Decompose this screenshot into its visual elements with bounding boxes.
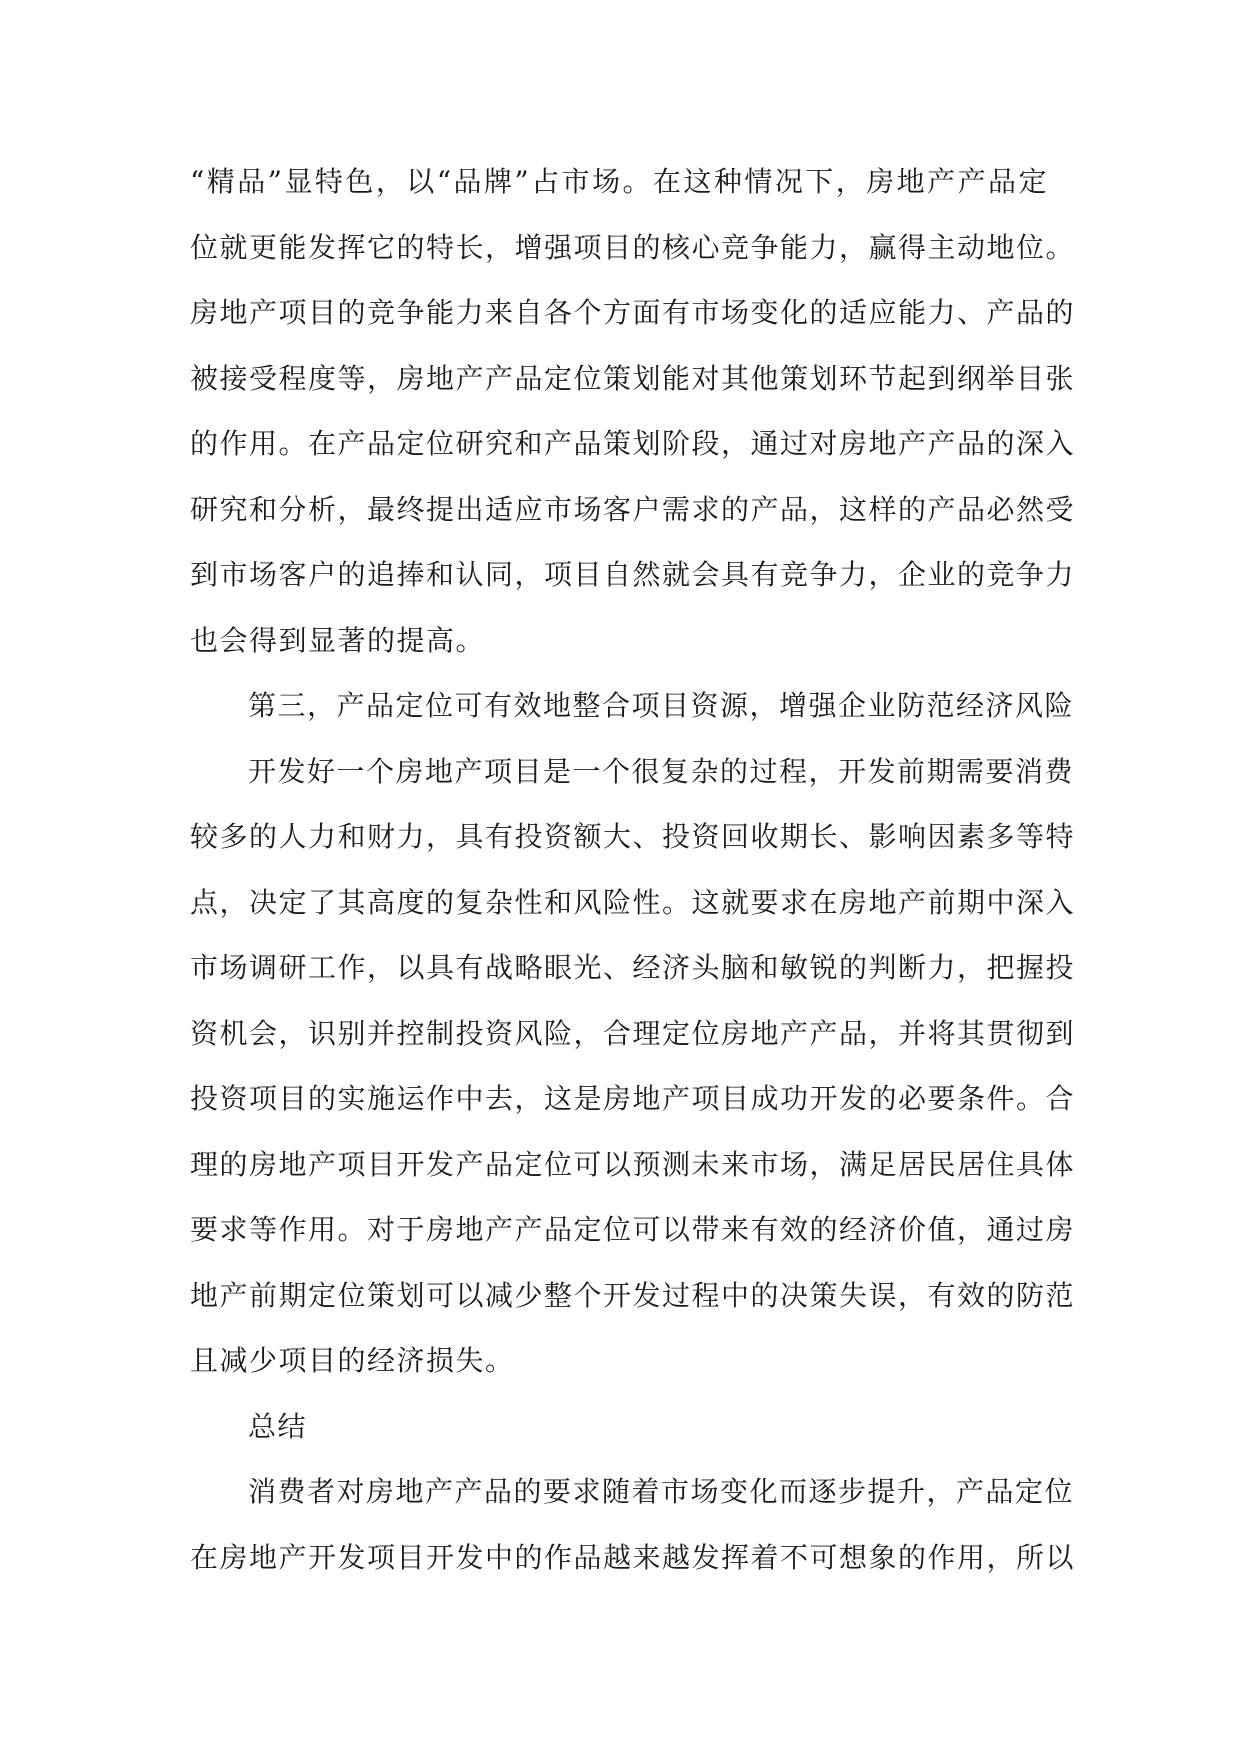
text-line: 理的房地产项目开发产品定位可以预测未来市场，满足居民居住具体: [190, 1147, 1076, 1181]
text-line: 总结: [248, 1409, 308, 1443]
text-line: 市场调研工作，以具有战略眼光、经济头脑和敏锐的判断力，把握投: [190, 951, 1076, 984]
text-line: 投资项目的实施运作中去，这是房地产项目成功开发的必要条件。合: [190, 1082, 1076, 1115]
text-line: “精品”显特色，以“品牌”占市场。在这种情况下，房地产产品定: [190, 165, 1048, 198]
text-line: 地产前期定位策划可以减少整个开发过程中的决策失误，有效的防范: [190, 1278, 1076, 1312]
text-line: 到市场客户的追捧和认同，项目自然就会具有竞争力，企业的竞争力: [190, 558, 1076, 591]
text-line: 在房地产开发项目开发中的作品越来越发挥着不可想象的作用，所以: [190, 1540, 1076, 1574]
text-line: 资机会，识别并控制投资风险，合理定位房地产产品，并将其贯彻到: [190, 1016, 1076, 1050]
text-line: 位就更能发挥它的特长，增强项目的核心竞争能力，赢得主动地位。: [190, 230, 1076, 264]
text-line: 点，决定了其高度的复杂性和风险性。这就要求在房地产前期中深入: [190, 885, 1076, 919]
document-body: [190, 158, 1076, 1599]
text-line: 要求等作用。对于房地产产品定位可以带来有效的经济价值，通过房: [190, 1213, 1076, 1246]
text-line: 较多的人力和财力，具有投资额大、投资回收期长、影响因素多等特: [190, 820, 1076, 853]
text-line: 也会得到显著的提高。: [190, 623, 486, 657]
text-line: 且减少项目的经济损失。: [190, 1344, 515, 1377]
text-line: 研究和分析，最终提出适应市场客户需求的产品，这样的产品必然受: [190, 492, 1076, 526]
text-line: 开发好一个房地产项目是一个很复杂的过程，开发前期需要消费: [248, 754, 1075, 788]
text-line: 房地产项目的竞争能力来自各个方面有市场变化的适应能力、产品的: [190, 296, 1076, 329]
text-line: 被接受程度等，房地产产品定位策划能对其他策划环节起到纲举目张: [190, 361, 1076, 395]
text-line: 消费者对房地产产品的要求随着市场变化而逐步提升，产品定位: [248, 1475, 1075, 1508]
text-line: 第三，产品定位可有效地整合项目资源，增强企业防范经济风险: [248, 689, 1075, 722]
text-line: 的作用。在产品定位研究和产品策划阶段，通过对房地产产品的深入: [190, 427, 1076, 460]
